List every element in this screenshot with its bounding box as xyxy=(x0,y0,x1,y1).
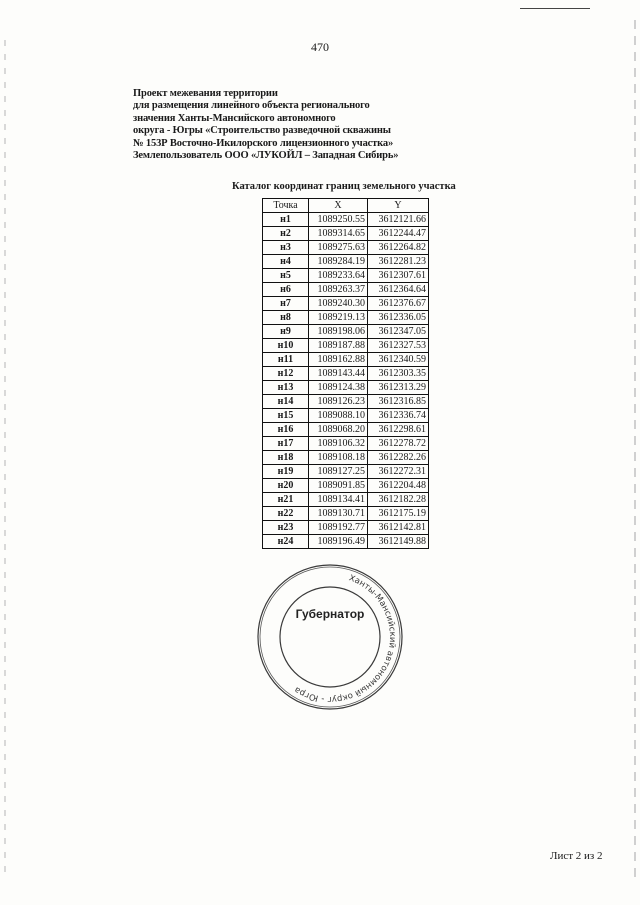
seal-graphic xyxy=(255,562,405,712)
table-header-row xyxy=(263,199,429,213)
coordinates-table xyxy=(262,198,429,549)
y-cell: 3612313.29 xyxy=(368,381,429,395)
page-number: 470 xyxy=(311,40,329,54)
point-cell: н21 xyxy=(263,493,309,507)
table-row xyxy=(263,255,429,269)
x-cell: 1089124.38 xyxy=(309,381,368,395)
table-row xyxy=(263,213,429,227)
x-cell: 1089198.06 xyxy=(309,325,368,339)
x-cell: 1089143.44 xyxy=(309,367,368,381)
governor-seal xyxy=(255,562,405,712)
point-cell: н13 xyxy=(263,381,309,395)
y-cell: 3612340.59 xyxy=(368,353,429,367)
x-cell: 1089091.85 xyxy=(309,479,368,493)
x-cell: 1089233.64 xyxy=(309,269,368,283)
x-cell: 1089240.30 xyxy=(309,297,368,311)
x-cell: 1089106.32 xyxy=(309,437,368,451)
x-cell: 1089068.20 xyxy=(309,423,368,437)
table-row xyxy=(263,381,429,395)
point-cell: н5 xyxy=(263,269,309,283)
x-cell: 1089134.41 xyxy=(309,493,368,507)
project-line: округа - Югры «Строительство разведочной скважины xyxy=(133,125,391,137)
point-cell: н23 xyxy=(263,521,309,535)
point-cell: н6 xyxy=(263,283,309,297)
point-cell: н14 xyxy=(263,395,309,409)
x-cell: 1089162.88 xyxy=(309,353,368,367)
point-cell: н16 xyxy=(263,423,309,437)
y-cell: 3612327.53 xyxy=(368,339,429,353)
y-cell: 3612364.64 xyxy=(368,283,429,297)
project-line: для размещения линейного объекта регионального xyxy=(133,100,370,112)
point-cell: н19 xyxy=(263,465,309,479)
y-cell: 3612376.67 xyxy=(368,297,429,311)
top-rule xyxy=(520,8,590,9)
y-cell: 3612336.05 xyxy=(368,311,429,325)
project-description xyxy=(133,88,433,162)
table-row xyxy=(263,437,429,451)
table-row xyxy=(263,493,429,507)
x-cell: 1089219.13 xyxy=(309,311,368,325)
point-cell: н1 xyxy=(263,213,309,227)
scan-edge-right xyxy=(634,20,636,880)
x-cell: 1089130.71 xyxy=(309,507,368,521)
table-row xyxy=(263,451,429,465)
table-row xyxy=(263,507,429,521)
table-row xyxy=(263,325,429,339)
seal-label: Губернатор xyxy=(295,607,365,621)
seal-outer-ring-inner xyxy=(260,567,400,707)
table-row xyxy=(263,423,429,437)
point-cell: н11 xyxy=(263,353,309,367)
x-cell: 1089250.55 xyxy=(309,213,368,227)
table-row xyxy=(263,395,429,409)
x-cell: 1089126.23 xyxy=(309,395,368,409)
point-cell: н10 xyxy=(263,339,309,353)
table-row xyxy=(263,311,429,325)
y-cell: 3612316.85 xyxy=(368,395,429,409)
y-cell: 3612121.66 xyxy=(368,213,429,227)
y-cell: 3612142.81 xyxy=(368,521,429,535)
table-row xyxy=(263,367,429,381)
x-cell: 1089192.77 xyxy=(309,521,368,535)
y-cell: 3612244.47 xyxy=(368,227,429,241)
y-cell: 3612278.72 xyxy=(368,437,429,451)
x-cell: 1089196.49 xyxy=(309,535,368,549)
table-row xyxy=(263,535,429,549)
point-cell: н22 xyxy=(263,507,309,521)
table-row xyxy=(263,521,429,535)
y-cell: 3612336.74 xyxy=(368,409,429,423)
table-row xyxy=(263,241,429,255)
seal-inner-ring xyxy=(280,587,380,687)
point-cell: н3 xyxy=(263,241,309,255)
y-cell: 3612272.31 xyxy=(368,465,429,479)
table-row xyxy=(263,283,429,297)
seal-ring-text: Ханты-Мансийский автономный округ - Югра xyxy=(292,573,398,705)
point-cell: н7 xyxy=(263,297,309,311)
point-cell: н20 xyxy=(263,479,309,493)
x-cell: 1089314.65 xyxy=(309,227,368,241)
y-cell: 3612149.88 xyxy=(368,535,429,549)
scan-edge-left xyxy=(4,40,6,880)
table-row xyxy=(263,297,429,311)
x-cell: 1089108.18 xyxy=(309,451,368,465)
project-line: Землепользователь ООО «ЛУКОЙЛ – Западная Сибирь» xyxy=(133,150,399,162)
column-header-x: X xyxy=(309,199,368,213)
x-cell: 1089088.10 xyxy=(309,409,368,423)
table-row xyxy=(263,339,429,353)
table-row xyxy=(263,227,429,241)
y-cell: 3612303.35 xyxy=(368,367,429,381)
y-cell: 3612298.61 xyxy=(368,423,429,437)
y-cell: 3612347.05 xyxy=(368,325,429,339)
y-cell: 3612175.19 xyxy=(368,507,429,521)
x-cell: 1089127.25 xyxy=(309,465,368,479)
table-row xyxy=(263,465,429,479)
x-cell: 1089275.63 xyxy=(309,241,368,255)
column-header-point: Точка xyxy=(263,199,309,213)
x-cell: 1089263.37 xyxy=(309,283,368,297)
point-cell: н18 xyxy=(263,451,309,465)
table-row xyxy=(263,479,429,493)
y-cell: 3612182.28 xyxy=(368,493,429,507)
table-row xyxy=(263,409,429,423)
point-cell: н4 xyxy=(263,255,309,269)
point-cell: н9 xyxy=(263,325,309,339)
column-header-y: Y xyxy=(368,199,429,213)
table-row xyxy=(263,269,429,283)
catalog-title: Каталог координат границ земельного участка xyxy=(232,181,456,192)
table-row xyxy=(263,353,429,367)
point-cell: н17 xyxy=(263,437,309,451)
project-line: Проект межевания территории xyxy=(133,88,278,99)
project-line: значения Ханты-Мансийского автономного xyxy=(133,112,336,124)
y-cell: 3612264.82 xyxy=(368,241,429,255)
y-cell: 3612307.61 xyxy=(368,269,429,283)
project-line: № 153Р Восточно-Икилорского лицензионного участка» xyxy=(133,137,394,149)
x-cell: 1089187.88 xyxy=(309,339,368,353)
y-cell: 3612282.26 xyxy=(368,451,429,465)
y-cell: 3612204.48 xyxy=(368,479,429,493)
point-cell: н12 xyxy=(263,367,309,381)
x-cell: 1089284.19 xyxy=(309,255,368,269)
sheet-label: Лист 2 из 2 xyxy=(550,850,603,862)
point-cell: н8 xyxy=(263,311,309,325)
point-cell: н24 xyxy=(263,535,309,549)
y-cell: 3612281.23 xyxy=(368,255,429,269)
point-cell: н2 xyxy=(263,227,309,241)
point-cell: н15 xyxy=(263,409,309,423)
